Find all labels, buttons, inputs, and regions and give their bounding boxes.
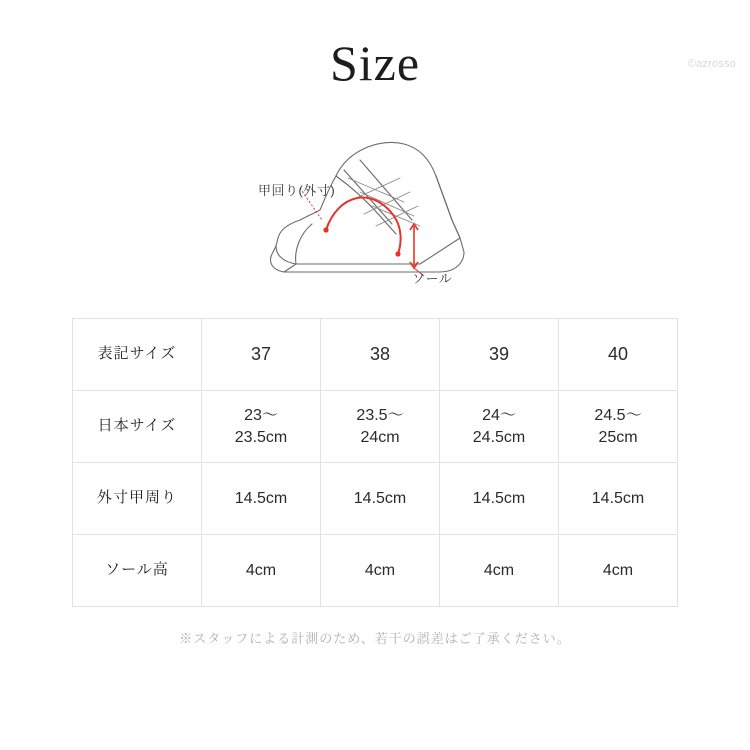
watermark: ©azrosso [687, 58, 736, 70]
cell-jp-size-40: 24.5〜 25cm [559, 391, 678, 463]
cell-display-size-40: 40 [559, 319, 678, 391]
cell-instep-40: 14.5cm [559, 463, 678, 535]
cell-jp-size-37: 23〜 23.5cm [202, 391, 321, 463]
table-row [73, 391, 678, 463]
row-header-instep: 外寸甲周り [73, 463, 202, 535]
cell-sole-height-39: 4cm [440, 535, 559, 607]
row-header-display-size: 表記サイズ [73, 319, 202, 391]
cell-display-size-38: 38 [321, 319, 440, 391]
cell-jp-size-38: 23.5〜 24cm [321, 391, 440, 463]
sole-label: ソール [412, 271, 453, 286]
size-table [72, 318, 678, 607]
cell-sole-height-37: 4cm [202, 535, 321, 607]
table-row [73, 535, 678, 607]
row-header-jp-size: 日本サイズ [73, 391, 202, 463]
cell-display-size-39: 39 [440, 319, 559, 391]
cell-sole-height-40: 4cm [559, 535, 678, 607]
table-row [73, 463, 678, 535]
cell-display-size-37: 37 [202, 319, 321, 391]
instep-label: 甲回り(外寸) [258, 183, 336, 198]
page-title: Size [329, 35, 421, 91]
sneaker-illustration [0, 120, 750, 300]
cell-sole-height-38: 4cm [321, 535, 440, 607]
cell-instep-39: 14.5cm [440, 463, 559, 535]
sneaker-diagram-svg [0, 120, 750, 300]
cell-instep-37: 14.5cm [202, 463, 321, 535]
cell-jp-size-39: 24〜 24.5cm [440, 391, 559, 463]
cell-instep-38: 14.5cm [321, 463, 440, 535]
measurement-disclaimer: ※スタッフによる計測のため、若干の誤差はご了承ください。 [179, 631, 571, 646]
table-row [73, 319, 678, 391]
row-header-sole-height: ソール高 [73, 535, 202, 607]
